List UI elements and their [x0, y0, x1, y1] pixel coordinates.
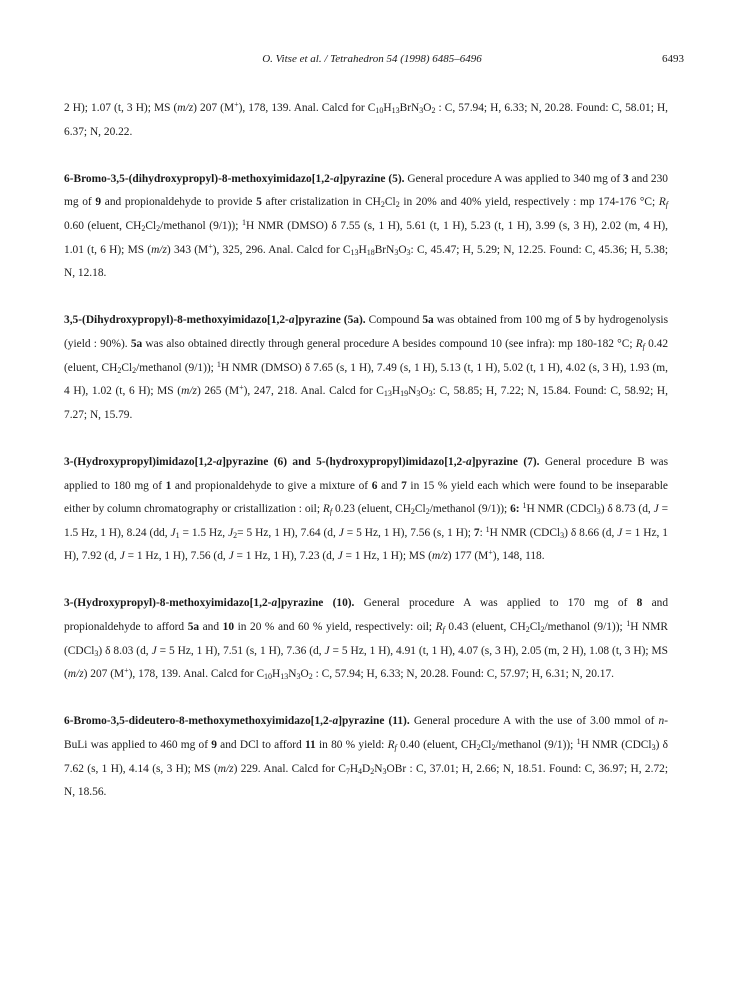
- compounds-6-7-paragraph: 3-(Hydroxypropyl)imidazo[1,2-a]pyrazine (6) and 5-(hydroxypropyl)imidazo[1,2-a]pyrazine (7). General procedure B was applied to 180 mg of 1 and propionaldehyde to give a mixture of 6 and 7 in 15 % yield each which were found to be inseparable either by column chromatography or cristallization : oil; $R_f$ 0.23 (eluent, $CH_2Cl_2$/methanol (9/1)); 6: $^1$H NMR (CDCl$_3$) δ 8.73 (d, J = 1.5 Hz, 1 H), 8.24 (dd, $J_1 = 1.5$ Hz, $J_2= 5$ Hz, 1 H), 7.64 (d, J = 5 Hz, 1 H), 7.56 (s, 1 H); 7: $^1$H NMR (CDCl$_3$) δ 8.66 (d, J = 1 Hz, 1 H), 7.92 (d, J = 1 Hz, 1 H), 7.56 (d, J = 1 Hz, 1 H), 7.23 (d, J = 1 Hz, 1 H); MS (m/z) 177 (M+), 148, 118.: [64, 455, 669, 563]
- compound-5a-title: 3,5-(Dihydroxypropyl)-8-methoxyimidazo[1,2-a]pyrazine (5a).: [64, 314, 366, 327]
- compound-5-paragraph: 6-Bromo-3,5-(dihydroxypropyl)-8-methoxyimidazo[1,2-a]pyrazine (5). General procedure A was applied to 340 mg of 3 and 230 mg of 9 and propionaldehyde to provide 5 after cristalization in $CH_2Cl_2$ in 20% and 40% yield, respectively : mp 174-176 °C; $R_f$ 0.60 (eluent, $CH_2Cl_2$/methanol (9/1)); $^1$H NMR (DMSO) δ 7.55 (s, 1 H), 5.61 (t, 1 H), 5.23 (t, 1 H), 3.99 (s, 3 H), 2.02 (m, 4 H), 1.01 (t, 6 H); MS (m/z) 343 (M+), 325, 296. Anal. Calcd for $C_{13}H_{18}BrN_3O_3$: C, 45.47; H, 5.29; N, 12.25. Found: C, 45.36; H, 5.38; N, 12.18.: [64, 172, 669, 280]
- page-number: 6493: [662, 53, 684, 65]
- compound-10-paragraph: 3-(Hydroxypropyl)-8-methoxyimidazo[1,2-a]pyrazine (10). General procedure A was applied to 170 mg of 8 and propionaldehyde to afford 5a and 10 in 20 % and 60 % yield, respectively: oil; $R_f$ 0.43 (eluent, $CH_2Cl_2$/methanol (9/1)); $^1$H NMR (CDCl$_3$) δ 8.03 (d, J = 5 Hz, 1 H), 7.51 (s, 1 H), 7.36 (d, J = 5 Hz, 1 H), 4.91 (t, 1 H), 4.07 (s, 3 H), 2.05 (m, 2 H), 1.08 (t, 3 H); MS (m/z) 207 (M+), 178, 139. Anal. Calcd for $C_{10}H_{13}N_3O_2$ : C, 57.94; H, 6.33; N, 20.28. Found: C, 57.97; H, 6.31; N, 20.17.: [64, 597, 669, 682]
- experimental-section: [64, 97, 668, 828]
- journal-citation: O. Vitse et al. / Tetrahedron 54 (1998) 6485–6496: [262, 53, 482, 65]
- compound-11-paragraph: 6-Bromo-3,5-dideutero-8-methoxymethoxyimidazo[1,2-a]pyrazine (11). General procedure A with the use of 3.00 mmol of n-BuLi was applied to 460 mg of 9 and DCl to afford 11 in 80 % yield: $R_f$ 0.40 (eluent, $CH_2Cl_2$/methanol (9/1)); $^1$H NMR (CDCl$_3$) δ 7.62 (s, 1 H), 4.14 (s, 3 H); MS (m/z) 229. Anal. Calcd for $C_7H_4D_2N_3OBr$ : C, 37.01; H, 2.66; N, 18.51. Found: C, 36.97; H, 2.72; N, 18.56.: [64, 715, 668, 799]
- paragraph-continuation: 2 H); 1.07 (t, 3 H); MS (m/z) 207 (M+), 178, 139. Anal. Calcd for $C_{10}H_{13}BrN_3O_2$ : C, 57.94; H, 6.33; N, 20.28. Found: C, 58.01; H, 6.37; N, 20.22.: [64, 100, 669, 138]
- compound-5-title: 6-Bromo-3,5-(dihydroxypropyl)-8-methoxyimidazo[1,2-a]pyrazine (5).: [64, 172, 405, 185]
- compound-11-title: 6-Bromo-3,5-dideutero-8-methoxymethoxyimidazo[1,2-a]pyrazine (11).: [64, 715, 410, 728]
- compound-5a-paragraph: 3,5-(Dihydroxypropyl)-8-methoxyimidazo[1,2-a]pyrazine (5a). Compound 5a was obtained from 100 mg of 5 by hydrogenolysis (yield : 90%). 5a was also obtained directly through general procedure A besides compound 10 (see infra): mp 180-182 °C; $R_f$ 0.42 (eluent, $CH_2Cl_2$/methanol (9/1)); $^1$H NMR (DMSO) δ 7.65 (s, 1 H), 7.49 (s, 1 H), 5.13 (t, 1 H), 5.02 (t, 1 H), 4.02 (s, 3 H), 1.93 (m, 4 H), 1.02 (t, 6 H); MS (m/z) 265 (M+), 247, 218. Anal. Calcd for $C_{13}H_{19}N_3O_3$: C, 58.85; H, 7.22; N, 15.84. Found: C, 58.92; H, 7.27; N, 15.79.: [64, 314, 669, 421]
- running-head: [60, 53, 684, 69]
- compounds-6-7-title: 3-(Hydroxypropyl)imidazo[1,2-a]pyrazine (6) and 5-(hydroxypropyl)imidazo[1,2-a]pyrazine (7).: [64, 455, 540, 468]
- compound-10-title: 3-(Hydroxypropyl)-8-methoxyimidazo[1,2-a]pyrazine (10).: [64, 597, 355, 610]
